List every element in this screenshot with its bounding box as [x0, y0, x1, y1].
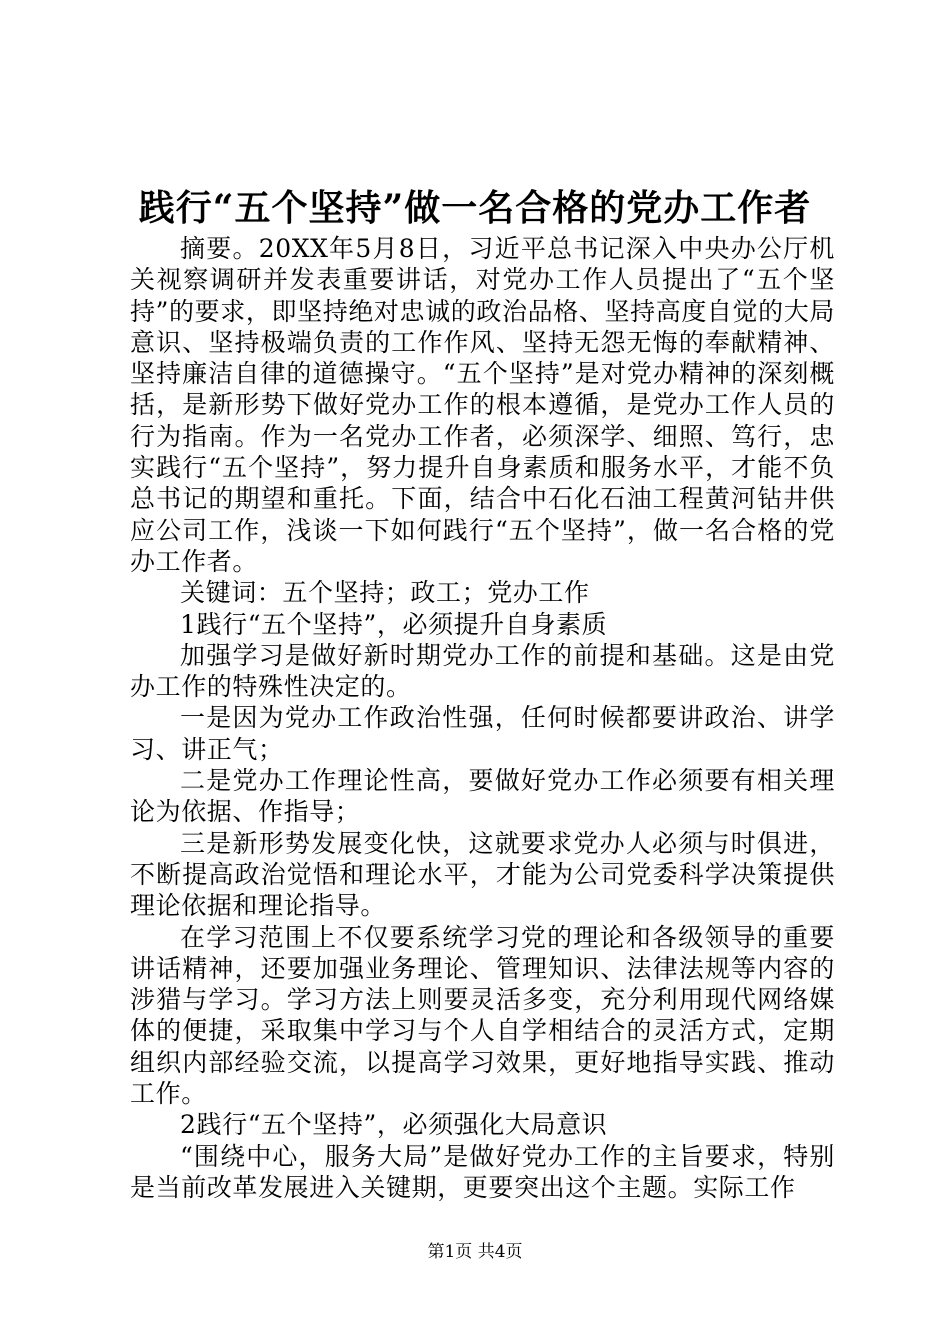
body-paragraph: 一是因为党办工作政治性强，任何时候都要讲政治、讲学习、讲正气；	[130, 703, 835, 764]
body-paragraph: 三是新形势发展变化快，这就要求党办人必须与时俱进，不断提高政治觉悟和理论水平，才能为公司党委科学决策提供理论依据和理论指导。	[130, 828, 835, 921]
body-paragraph: 加强学习是做好新时期党办工作的前提和基础。这是由党办工作的特殊性决定的。	[130, 640, 835, 702]
section-heading-2: 2践行“五个坚持”，必须强化大局意识	[180, 1110, 608, 1140]
body-paragraph: 二是党办工作理论性高，要做好党办工作必须要有相关理论为依据、作指导；	[130, 766, 835, 827]
document-body	[130, 233, 835, 1203]
page-number-footer: 第1页 共4页	[427, 1242, 523, 1262]
abstract-paragraph: 摘要。20XX年5月8日，习近平总书记深入中央办公厅机关视察调研并发表重要讲话，对党办工作人员提出了“五个坚持”的要求，即坚持绝对忠诚的政治品格、坚持高度自觉的大局意识、坚持极端负责的工作作风、坚持无怨无悔的奉献精神、坚持廉洁自律的道德操守。“五个坚持”是对党办精神的深刻概括，是新形势下做好党办工作的根本遵循，是党办工作人员的行为指南。作为一名党办工作者，必须深学、细照、笃行，忠实践行“五个坚持”，努力提升自身素质和服务水平，才能不负总书记的期望和重托。下面，结合中石化石油工程黄河钻井供应公司工作，浅谈一下如何践行“五个坚持”，做一名合格的党办工作者。	[130, 234, 835, 576]
body-paragraph: “围绕中心，服务大局”是做好党办工作的主旨要求，特别是当前改革发展进入关键期，更要突出这个主题。实际工作	[130, 1141, 835, 1202]
body-paragraph: 在学习范围上不仅要系统学习党的理论和各级领导的重要讲话精神，还要加强业务理论、管理知识、法律法规等内容的涉猎与学习。学习方法上则要灵活多变，充分利用现代网络媒体的便捷，采取集中学习与个人自学相结合的灵活方式，定期组织内部经验交流，以提高学习效果，更好地指导实践、推动工作。	[130, 922, 835, 1109]
document-title: 践行“五个坚持”做一名合格的党办工作者	[138, 187, 812, 229]
section-heading-1: 1践行“五个坚持”，必须提升自身素质	[180, 609, 608, 639]
keywords-paragraph: 关键词：五个坚持；政工；党办工作	[180, 578, 590, 608]
